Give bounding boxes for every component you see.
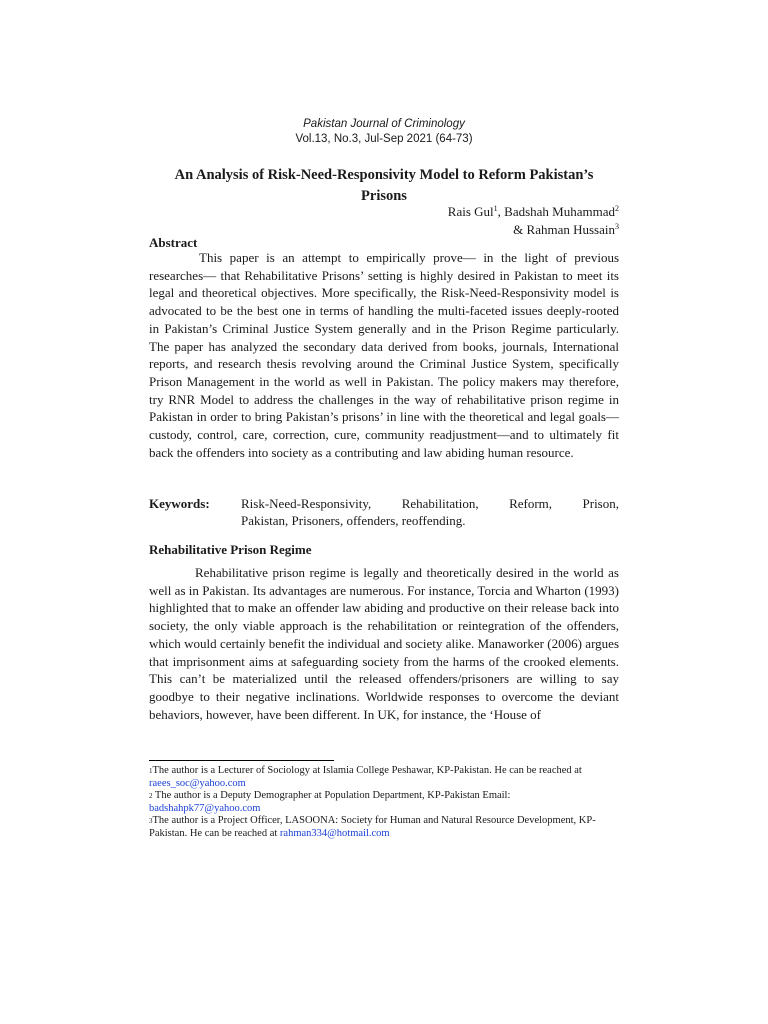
author-footnote-ref: 2 (615, 204, 619, 213)
footnote-number: 2 (149, 792, 153, 801)
email-link[interactable]: raees_soc@yahoo.com (149, 777, 246, 789)
journal-header (0, 117, 768, 147)
abstract-text: This paper is an attempt to empirically prove— in the light of previous researches— that Rehabilitative Prisons’ setting is highly desired in Pakistan to meet its legal and theoretical objectives. More specifically, the Risk-Need-Responsivity model is advocated to be the best one in terms of handling the multi-faceted issues deeply-rooted in Pakistan’s Criminal Justice System generally and in the Prison Regime particularly. The paper has analyzed the secondary data derived from books, journals, International reports, and research thesis revolving around the Criminal Justice System, specifically Prison Management in the world as well in Pakistan. The policy makers may therefore, try RNR Model to address the challenges in the way of rehabilitative prison regime in Pakistan in order to bring Pakistan’s prisons’ in line with the theoretical and legal goals—custody, control, care, correction, cure, community readjustment—and to ultimately fit back the offenders into society as a contributing and law abiding human resource. (149, 250, 619, 460)
abstract-heading: Abstract (149, 235, 198, 250)
journal-volume: Vol.13, No.3, Jul-Sep 2021 (64-73) (295, 133, 473, 145)
author-name: & Rahman Hussain (513, 221, 615, 237)
footnote-number: 1 (149, 767, 153, 775)
email-link[interactable]: badshahpk77@yahoo.com (149, 802, 261, 814)
footnote-item (149, 815, 629, 840)
footnote-text: The author is a Project Officer, LASOONA: Society for Human and Natural Resource Development, KP-Pakistan. He can be reached at (149, 815, 596, 839)
footnote-divider (149, 760, 334, 761)
keywords-line: Pakistan, Prisoners, offenders, reoffending. (241, 513, 466, 528)
section-heading: Rehabilitative Prison Regime (149, 542, 312, 557)
email-link[interactable]: rahman334@hotmail.com (279, 827, 390, 839)
footnote-number: 3 (149, 817, 153, 826)
keywords-label: Keywords: (149, 496, 210, 511)
footnote-text: The author is a Deputy Demographer at Population Department, KP-Pakistan Email: (152, 790, 511, 802)
author-footnote-ref: 1 (493, 204, 498, 213)
author-list (448, 203, 619, 238)
author-name: Rais Gul (447, 204, 494, 219)
footnote-item (149, 790, 629, 815)
author-footnote-ref: 3 (615, 221, 619, 231)
keywords-line: Risk-Need-Responsivity, Rehabilitation, Reform, Prison, (241, 496, 619, 511)
keywords-block (149, 495, 619, 529)
footnotes (149, 765, 629, 841)
paper-title: An Analysis of Risk-Need-Responsivity Model to Reform Pakistan’s Prisons (174, 167, 594, 204)
journal-name: Pakistan Journal of Criminology (303, 118, 465, 130)
author-name: , Badshah Muhammad (497, 204, 615, 219)
footnote-item (149, 765, 629, 790)
section-text: Rehabilitative prison regime is legally and theoretically desired in the world as well as in Pakistan. Its advantages are numerous. For instance, Torcia and Wharton (1993) highlighted that to make an offender law abiding and productive on their release back into society, the only viable approach is the rehabilitation or reintegration of the offenders, which would certainly benefit the individual and society alike. Manaworker (2006) argues that imprisonment aims at safeguarding society from the harms of the crooked elements. This can’t be materialized until the released offenders/prisoners are willing to say goodbye to their negative inclinations. Worldwide responses to overcome the deviant behaviors, however, have been different. In UK, for instance, the ‘House of (149, 565, 619, 722)
footnote-text: The author is a Lecturer of Sociology at Islamia College Peshawar, KP-Pakistan. He can be reached at (152, 765, 582, 776)
